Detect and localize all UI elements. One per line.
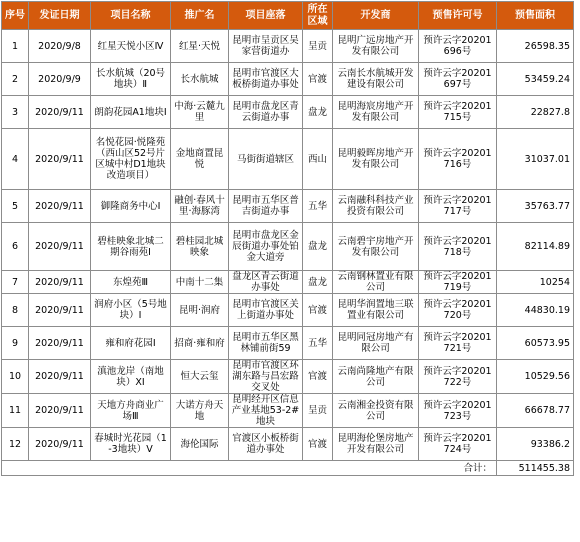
cell-no: 11 (2, 394, 29, 428)
cell-permit: 预许云字20201715号 (419, 96, 497, 129)
table-row (2, 294, 574, 327)
cell-permit: 预许云字20201696号 (419, 30, 497, 63)
table-row (2, 223, 574, 271)
cell-no: 12 (2, 428, 29, 461)
cell-date: 2020/9/9 (29, 63, 91, 96)
cell-location: 昆明市盘龙区金辰街道办事处铂金大道旁 (229, 223, 303, 271)
cell-developer: 昆明海宸房地产开发有限公司 (333, 96, 419, 129)
cell-developer: 昆明广远房地产开发有限公司 (333, 30, 419, 63)
cell-district: 西山 (303, 129, 333, 190)
cell-district: 五华 (303, 190, 333, 223)
header-cell-no: 序号 (2, 2, 29, 30)
cell-no: 3 (2, 96, 29, 129)
header-row (2, 2, 574, 30)
cell-permit: 预许云字20201720号 (419, 294, 497, 327)
cell-permit: 预许云字20201697号 (419, 63, 497, 96)
header-cell-developer: 开发商 (333, 2, 419, 30)
table-row (2, 129, 574, 190)
cell-promo-name: 恒大云玺 (171, 360, 229, 394)
cell-no: 10 (2, 360, 29, 394)
cell-project-name: 朗韵花园A1地块Ⅰ (91, 96, 171, 129)
cell-no: 5 (2, 190, 29, 223)
cell-developer: 云南尚隆地产有限公司 (333, 360, 419, 394)
cell-location: 昆明市盘龙区青云街道办事 (229, 96, 303, 129)
cell-no: 2 (2, 63, 29, 96)
cell-area: 26598.35 (497, 30, 574, 63)
cell-location: 盘龙区青云街道办事处 (229, 271, 303, 294)
cell-project-name: 御隆商务中心Ⅰ (91, 190, 171, 223)
cell-no: 4 (2, 129, 29, 190)
table-row (2, 394, 574, 428)
cell-project-name: 东煌苑Ⅲ (91, 271, 171, 294)
cell-district: 官渡 (303, 428, 333, 461)
header-cell-promo-name: 推广名 (171, 2, 229, 30)
cell-project-name: 春城时光花园（1-3地块）Ⅴ (91, 428, 171, 461)
cell-district: 盘龙 (303, 96, 333, 129)
table-row (2, 428, 574, 461)
cell-location: 昆明市五华区普吉街道办事 (229, 190, 303, 223)
cell-promo-name: 海伦国际 (171, 428, 229, 461)
cell-location: 昆明市呈贡区吴家营街道办 (229, 30, 303, 63)
cell-area: 66678.77 (497, 394, 574, 428)
cell-promo-name: 金地商置昆悦 (171, 129, 229, 190)
cell-location: 官渡区小板桥街道办事处 (229, 428, 303, 461)
cell-district: 官渡 (303, 63, 333, 96)
cell-promo-name: 融创·春风十里·海豚湾 (171, 190, 229, 223)
cell-location: 昆明市五华区黑林铺前街59 (229, 327, 303, 360)
cell-area: 82114.89 (497, 223, 574, 271)
cell-project-name: 红星天悦小区Ⅳ (91, 30, 171, 63)
table-row (2, 30, 574, 63)
cell-project-name: 碧桂映象北城二期谷雨苑Ⅰ (91, 223, 171, 271)
cell-no: 9 (2, 327, 29, 360)
cell-location: 马街街道辖区 (229, 129, 303, 190)
cell-promo-name: 大诺方舟天地 (171, 394, 229, 428)
cell-district: 呈贡 (303, 394, 333, 428)
cell-permit: 预许云字20201719号 (419, 271, 497, 294)
total-label: 合计： (2, 461, 497, 476)
table-body (2, 30, 574, 461)
cell-permit: 预许云字20201721号 (419, 327, 497, 360)
cell-district: 盘龙 (303, 271, 333, 294)
cell-promo-name: 碧桂园北城映象 (171, 223, 229, 271)
cell-district: 呈贡 (303, 30, 333, 63)
cell-date: 2020/9/11 (29, 360, 91, 394)
cell-promo-name: 招商·雍和府 (171, 327, 229, 360)
cell-date: 2020/9/11 (29, 394, 91, 428)
cell-developer: 昆明同冠房地产有限公司 (333, 327, 419, 360)
cell-permit: 预许云字20201722号 (419, 360, 497, 394)
header-cell-area: 预售面积 (497, 2, 574, 30)
table-row (2, 63, 574, 96)
header-cell-permit: 预售许可号 (419, 2, 497, 30)
cell-no: 7 (2, 271, 29, 294)
cell-no: 1 (2, 30, 29, 63)
cell-developer: 云南碧宇房地产开发有限公司 (333, 223, 419, 271)
table-row (2, 271, 574, 294)
cell-date: 2020/9/11 (29, 190, 91, 223)
cell-project-name: 雍和府花园Ⅰ (91, 327, 171, 360)
table-row (2, 190, 574, 223)
table-row (2, 327, 574, 360)
cell-developer: 云南湘金投资有限公司 (333, 394, 419, 428)
cell-location: 昆明市官渡区关上街道办事处 (229, 294, 303, 327)
cell-permit: 预许云字20201717号 (419, 190, 497, 223)
cell-developer: 昆明毅晖房地产开发有限公司 (333, 129, 419, 190)
cell-location: 昆明市官渡区大板桥街道办事处 (229, 63, 303, 96)
cell-area: 10254 (497, 271, 574, 294)
cell-area: 44830.19 (497, 294, 574, 327)
header-cell-location: 项目座落 (229, 2, 303, 30)
cell-date: 2020/9/11 (29, 428, 91, 461)
cell-date: 2020/9/11 (29, 294, 91, 327)
cell-promo-name: 红星·天悦 (171, 30, 229, 63)
cell-location: 昆明经开区信息产业基地53-2#地块 (229, 394, 303, 428)
cell-permit: 预许云字20201716号 (419, 129, 497, 190)
cell-project-name: 润府小区（5号地块）Ⅰ (91, 294, 171, 327)
total-row (2, 461, 574, 476)
cell-area: 53459.24 (497, 63, 574, 96)
total-value: 511455.38 (497, 461, 574, 476)
cell-project-name: 天地方舟商业广场Ⅲ (91, 394, 171, 428)
cell-location: 昆明市官渡区环湖东路与昌宏路交叉处 (229, 360, 303, 394)
cell-area: 60573.95 (497, 327, 574, 360)
cell-area: 10529.56 (497, 360, 574, 394)
cell-date: 2020/9/11 (29, 327, 91, 360)
cell-district: 盘龙 (303, 223, 333, 271)
cell-district: 官渡 (303, 360, 333, 394)
cell-date: 2020/9/11 (29, 223, 91, 271)
table-row (2, 96, 574, 129)
header-cell-date: 发证日期 (29, 2, 91, 30)
cell-project-name: 长水航城（20号地块）Ⅱ (91, 63, 171, 96)
cell-date: 2020/9/8 (29, 30, 91, 63)
presale-permit-sheet (1, 1, 574, 476)
cell-no: 8 (2, 294, 29, 327)
cell-area: 22827.8 (497, 96, 574, 129)
presale-permit-table (1, 1, 574, 476)
cell-date: 2020/9/11 (29, 96, 91, 129)
cell-project-name: 名悦花园·悦隆苑（西山区52号片区城中村D1地块改造项目） (91, 129, 171, 190)
cell-promo-name: 中海·云麓九里 (171, 96, 229, 129)
cell-no: 6 (2, 223, 29, 271)
cell-developer: 云南融科科技产业投资有限公司 (333, 190, 419, 223)
cell-promo-name: 长水航城 (171, 63, 229, 96)
header-cell-district: 所在区域 (303, 2, 333, 30)
cell-area: 35763.77 (497, 190, 574, 223)
cell-area: 31037.01 (497, 129, 574, 190)
cell-permit: 预许云字20201718号 (419, 223, 497, 271)
header-cell-project-name: 项目名称 (91, 2, 171, 30)
cell-date: 2020/9/11 (29, 271, 91, 294)
cell-area: 93386.2 (497, 428, 574, 461)
cell-developer: 云南钢林置业有限公司 (333, 271, 419, 294)
cell-developer: 昆明华润置地三联置业有限公司 (333, 294, 419, 327)
cell-developer: 云南长水航城开发建设有限公司 (333, 63, 419, 96)
cell-date: 2020/9/11 (29, 129, 91, 190)
cell-permit: 预许云字20201723号 (419, 394, 497, 428)
cell-developer: 昆明海伦堡房地产开发有限公司 (333, 428, 419, 461)
cell-promo-name: 昆明·润府 (171, 294, 229, 327)
cell-district: 五华 (303, 327, 333, 360)
cell-promo-name: 中南十二集 (171, 271, 229, 294)
cell-permit: 预许云字20201724号 (419, 428, 497, 461)
cell-project-name: 滇池龙岸（南地块）XⅠ (91, 360, 171, 394)
cell-district: 官渡 (303, 294, 333, 327)
table-row (2, 360, 574, 394)
